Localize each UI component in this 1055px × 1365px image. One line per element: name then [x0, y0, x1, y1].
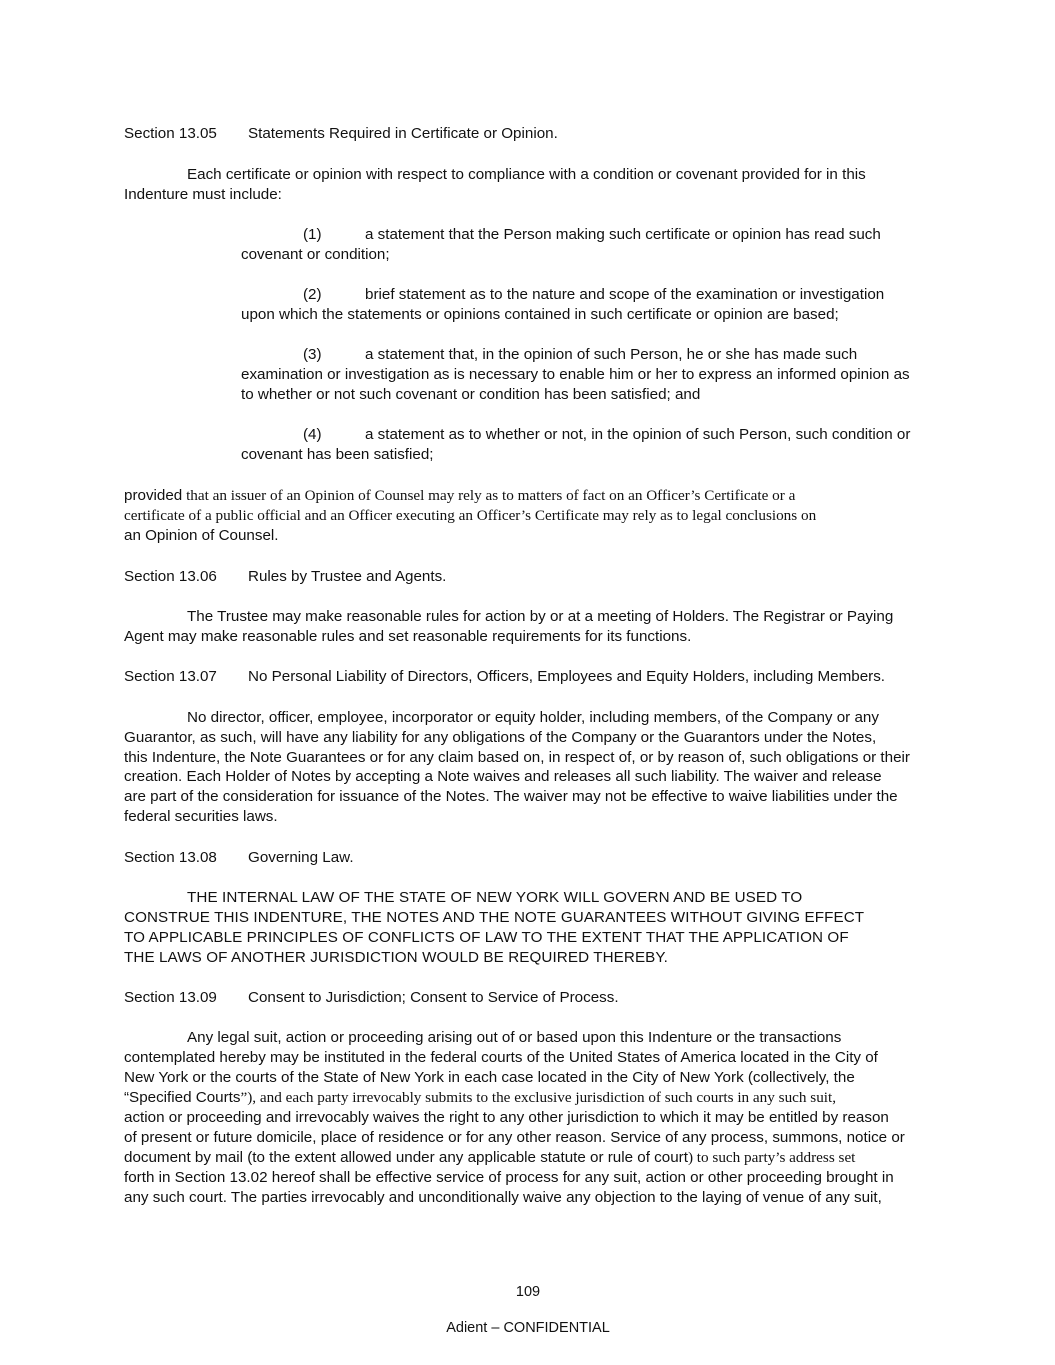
section-number: Section 13.09 [124, 989, 217, 1006]
list-item-label: (3) [303, 346, 322, 363]
paragraph-line: action or proceeding and irrevocably waives the right to any other jurisdiction to which it may be entitled by reason [124, 1109, 889, 1126]
paragraph-line: Indenture must include: [124, 186, 282, 203]
section-title: Rules by Trustee and Agents. [248, 568, 447, 585]
paragraph-line: Guarantor, as such, will have any liability for any obligations of the Company or the Guarantors under the Notes, [124, 729, 877, 746]
list-item-label: (1) [303, 226, 322, 243]
paragraph-line: any such court. The parties irrevocably and unconditionally waive any objection to the laying of venue of any suit, [124, 1189, 882, 1206]
paragraph-line: THE LAWS OF ANOTHER JURISDICTION WOULD BE REQUIRED THEREBY. [124, 949, 668, 966]
list-item-text: covenant has been satisfied; [241, 446, 434, 463]
paragraph-line [124, 1148, 855, 1168]
list-item-text: to whether or not such covenant or condition has been satisfied; and [241, 386, 701, 403]
list-item-text: a statement that, in the opinion of such Person, he or she has made such [365, 346, 858, 363]
section-number: Section 13.06 [124, 568, 217, 585]
paragraph-line: are part of the consideration for issuance of the Notes. The waiver may not be effective to waive liabilities under the [124, 788, 898, 805]
paragraph-line: creation. Each Holder of Notes by accepting a Note waives and releases all such liability. The waiver and release [124, 768, 882, 785]
list-item-text: covenant or condition; [241, 246, 390, 263]
section-number: Section 13.05 [124, 125, 217, 142]
list-item-label: (2) [303, 286, 322, 303]
section-number: Section 13.08 [124, 849, 217, 866]
paragraph-line: Each certificate or opinion with respect to compliance with a condition or covenant provided for in this [187, 166, 866, 183]
section-heading-13-08 [124, 848, 354, 868]
paragraph-line: of present or future domicile, place of residence or for any other reason. Service of any process, summons, notice or [124, 1129, 905, 1146]
list-item-text: a statement that the Person making such certificate or opinion has read such [365, 226, 881, 243]
defined-term: “Specified Courts [124, 1089, 241, 1106]
proviso-line [124, 486, 795, 506]
section-heading-13-05 [124, 124, 558, 144]
paragraph-line: forth in Section 13.02 hereof shall be effective service of process for any suit, action or other proceeding brought in [124, 1169, 894, 1186]
confidential-footer: Adient – CONFIDENTIAL [446, 1320, 610, 1336]
section-number: Section 13.07 [124, 668, 217, 685]
paragraph-line: The Trustee may make reasonable rules for action by or at a meeting of Holders. The Registrar or Paying [187, 608, 894, 625]
page-number: 109 [515, 1284, 541, 1300]
list-item-label: (4) [303, 426, 322, 443]
section-title: Statements Required in Certificate or Opinion. [248, 125, 558, 142]
section-title: No Personal Liability of Directors, Officers, Employees and Equity Holders, including Members. [248, 668, 886, 685]
list-item-text: brief statement as to the nature and scope of the examination or investigation [365, 286, 885, 303]
list-item-text: upon which the statements or opinions contained in such certificate or opinion are based; [241, 306, 839, 323]
paragraph-line: this Indenture, the Note Guarantees or for any claim based on, in respect of, or by reason of, such obligations or their [124, 749, 910, 766]
paragraph-text: ”), and each party irrevocably submits to the exclusive jurisdiction of such courts in any such suit, [240, 1089, 837, 1106]
paragraph-line: TO APPLICABLE PRINCIPLES OF CONFLICTS OF LAW TO THE EXTENT THAT THE APPLICATION OF [124, 929, 849, 946]
list-item-text: examination or investigation as is necessary to enable him or her to express an informed opinion as [241, 366, 910, 383]
paragraph-line: federal securities laws. [124, 808, 278, 825]
paragraph-line: THE INTERNAL LAW OF THE STATE OF NEW YORK WILL GOVERN AND BE USED TO [187, 889, 803, 906]
proviso-word: provided [124, 487, 183, 504]
paragraph-line [124, 1088, 836, 1108]
section-title: Consent to Jurisdiction; Consent to Service of Process. [248, 989, 619, 1006]
paragraph-line: Any legal suit, action or proceeding arising out of or based upon this Indenture or the transactions [187, 1029, 842, 1046]
paragraph-line: No director, officer, employee, incorporator or equity holder, including members, of the Company or any [187, 709, 879, 726]
paragraph-text: document by mail (to the extent allowed under any applicable statute or rule of court [124, 1149, 688, 1166]
proviso-line: an Opinion of Counsel. [124, 527, 279, 544]
section-title: Governing Law. [248, 849, 354, 866]
paragraph-text: ) to such party’s address set [687, 1149, 856, 1166]
paragraph-line: Agent may make reasonable rules and set reasonable requirements for its functions. [124, 628, 692, 645]
proviso-text: that an issuer of an Opinion of Counsel may rely as to matters of fact on an Officer’s Certificate or a [182, 487, 796, 504]
section-heading-13-07 [124, 667, 885, 687]
paragraph-line: contemplated hereby may be instituted in the federal courts of the United States of America located in the City of [124, 1049, 878, 1066]
paragraph-line: CONSTRUE THIS INDENTURE, THE NOTES AND THE NOTE GUARANTEES WITHOUT GIVING EFFECT [124, 909, 865, 926]
proviso-line: certificate of a public official and an Officer executing an Officer’s Certificate may rely as to legal conclusions on [124, 507, 817, 524]
paragraph-line: New York or the courts of the State of New York in each case located in the City of New York (collectively, the [124, 1069, 855, 1086]
list-item-text: a statement as to whether or not, in the opinion of such Person, such condition or [365, 426, 911, 443]
section-heading-13-06 [124, 567, 446, 587]
section-heading-13-09 [124, 988, 619, 1008]
